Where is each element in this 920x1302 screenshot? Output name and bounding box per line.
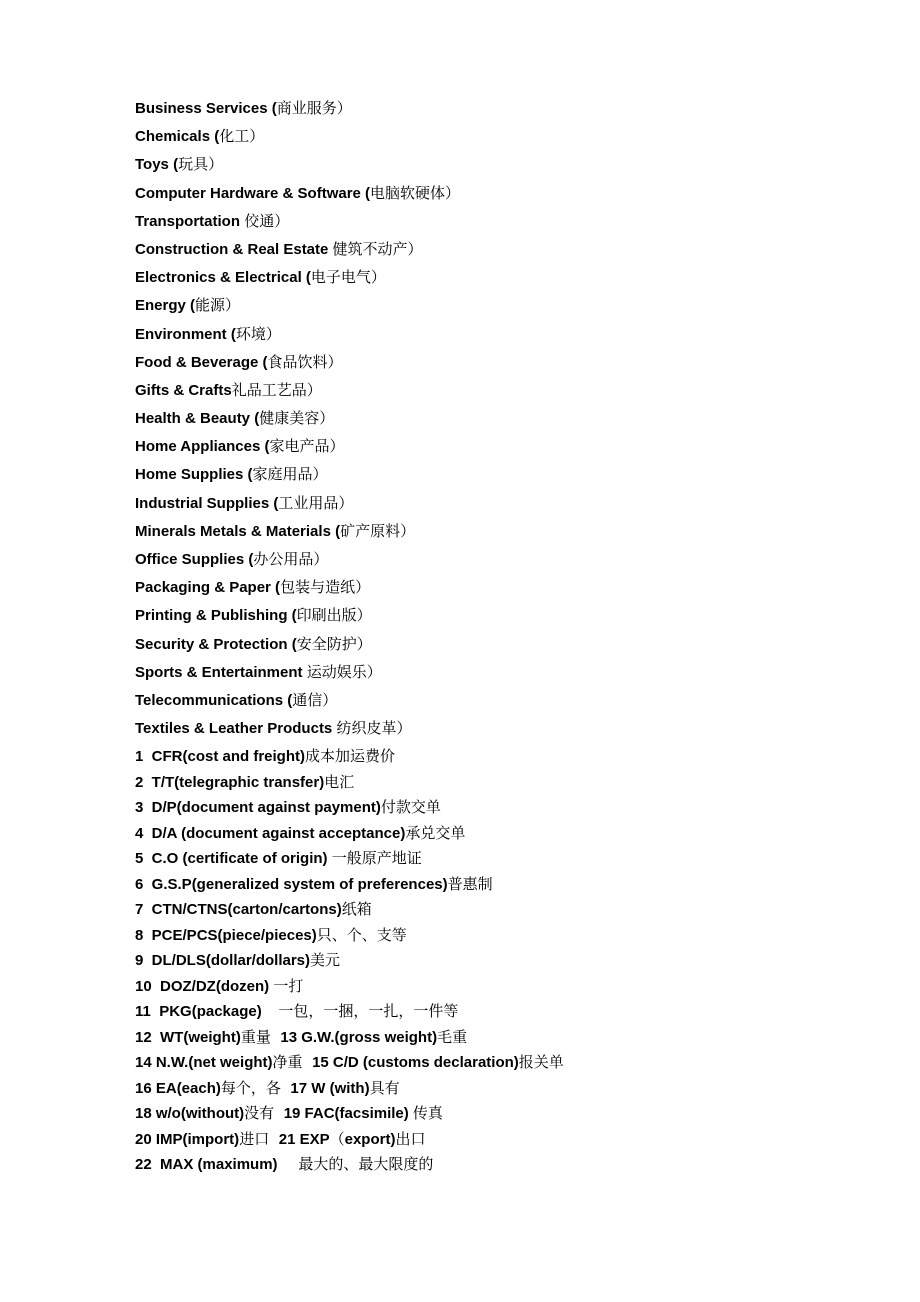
industry-chinese-label: 健康美容） <box>259 409 335 428</box>
abbreviation-term: 18 w/o(without) <box>135 1105 245 1123</box>
abbreviation-term: 12 WT(weight) <box>135 1028 241 1046</box>
abbreviation-term: export) <box>344 1130 396 1148</box>
abbreviation-meaning: 重量 <box>240 1027 281 1046</box>
abbreviation-row <box>135 1102 855 1128</box>
industry-english-label: Home Supplies ( <box>135 466 253 484</box>
abbreviation-row <box>135 1153 855 1179</box>
abbreviation-row <box>135 745 855 771</box>
abbreviation-term: 14 N.W.(net weight) <box>135 1054 273 1072</box>
abbreviation-meaning: 每个，各 <box>220 1078 291 1097</box>
abbreviation-term: 2 T/T(telegraphic transfer) <box>135 773 325 791</box>
abbreviation-term: 17 W (with) <box>290 1079 370 1097</box>
industry-item <box>135 97 855 125</box>
industry-chinese-label: 矿产原料） <box>340 521 416 540</box>
abbreviation-meaning: 付款交单 <box>380 798 441 817</box>
abbreviation-term: 6 G.S.P(generalized system of preferences) <box>135 875 448 893</box>
industry-chinese-label: 包装与造纸） <box>280 578 371 597</box>
industry-english-label: Industrial Supplies ( <box>135 494 279 512</box>
industry-english-label: Business Services ( <box>135 100 277 117</box>
abbreviation-meaning: （ <box>329 1129 345 1148</box>
abbreviation-row <box>135 924 855 950</box>
industry-english-label: Health & Beauty ( <box>135 410 260 428</box>
industry-english-label: Gifts & Crafts <box>135 381 232 399</box>
industry-english-label: Toys ( <box>135 156 179 174</box>
industry-item <box>135 548 855 576</box>
abbreviation-term: 20 IMP(import) <box>135 1130 240 1148</box>
abbreviation-row <box>135 822 855 848</box>
abbreviation-meaning: 一包，一捆，一扎，一件等 <box>278 1002 459 1021</box>
abbreviation-term: 19 FAC(facsimile) <box>283 1105 413 1123</box>
abbreviation-row <box>135 1077 855 1103</box>
industry-item <box>135 294 855 322</box>
industry-item <box>135 689 855 717</box>
abbreviation-meaning: 报关单 <box>518 1053 564 1072</box>
abbreviation-meaning: 最大的、最大限度的 <box>298 1155 434 1174</box>
abbreviation-term: 22 MAX (maximum) <box>135 1156 299 1174</box>
industry-chinese-label: 纺织皮革） <box>336 719 412 738</box>
abbreviation-term: 7 CTN/CTNS(carton/cartons) <box>135 901 342 919</box>
industry-english-label: Textiles & Leather Products <box>135 720 337 738</box>
industry-chinese-label: 电子电气） <box>310 268 386 287</box>
industry-item <box>135 323 855 351</box>
abbreviation-meaning: 毛重 <box>437 1027 468 1046</box>
abbreviation-meaning: 纸箱 <box>341 900 372 919</box>
abbreviation-meaning: 成本加运费价 <box>305 747 396 766</box>
abbreviation-meaning: 没有 <box>244 1104 284 1123</box>
industry-chinese-label: 印刷出版） <box>296 606 372 625</box>
industry-item <box>135 435 855 463</box>
industry-english-label: Electronics & Electrical ( <box>135 269 311 287</box>
industry-chinese-label: 佼通） <box>244 211 290 230</box>
industry-item <box>135 182 855 210</box>
abbreviation-row <box>135 975 855 1001</box>
abbreviation-meaning: 电汇 <box>324 772 355 791</box>
industry-english-label: Printing & Publishing ( <box>135 607 297 625</box>
abbreviation-term: 3 D/P(document against payment) <box>135 799 381 817</box>
industry-item <box>135 520 855 548</box>
abbreviation-row <box>135 949 855 975</box>
industry-english-label: Office Supplies ( <box>135 551 254 568</box>
abbreviation-meaning: 一打 <box>273 976 304 995</box>
abbreviation-term: 11 PKG(package) <box>135 1003 279 1021</box>
industry-item <box>135 125 855 153</box>
abbreviation-term: 13 G.W.(gross weight) <box>280 1028 438 1046</box>
abbreviation-term: 21 EXP <box>278 1130 330 1148</box>
abbreviation-term: 5 C.O (certificate of origin) <box>135 850 332 868</box>
industry-item <box>135 238 855 266</box>
industry-chinese-label: 商业服务） <box>276 99 352 117</box>
abbreviation-term: 9 DL/DLS(dollar/dollars) <box>135 952 311 970</box>
industry-chinese-label: 能源） <box>195 296 241 315</box>
industry-english-label: Packaging & Paper ( <box>135 579 281 597</box>
industry-chinese-label: 电脑软硬体） <box>370 183 461 202</box>
industry-english-label: Home Appliances ( <box>135 438 270 456</box>
industry-english-label: Security & Protection ( <box>135 635 297 653</box>
industry-list <box>135 97 855 745</box>
industry-item <box>135 153 855 181</box>
industry-english-label: Transportation <box>135 212 245 230</box>
industry-english-label: Food & Beverage ( <box>135 353 268 371</box>
industry-english-label: Construction & Real Estate <box>135 240 333 258</box>
industry-english-label: Minerals Metals & Materials ( <box>135 522 341 540</box>
industry-item <box>135 633 855 661</box>
industry-chinese-label: 安全防护） <box>296 634 372 653</box>
abbreviation-term: 16 EA(each) <box>135 1079 221 1097</box>
industry-chinese-label: 食品饮料） <box>267 352 343 371</box>
abbreviation-term: 15 C/D (customs declaration) <box>312 1054 519 1072</box>
abbreviation-row <box>135 1128 855 1154</box>
abbreviation-row <box>135 796 855 822</box>
industry-item <box>135 492 855 520</box>
abbreviation-row <box>135 898 855 924</box>
industry-english-label: Computer Hardware & Software ( <box>135 184 371 202</box>
industry-english-label: Chemicals ( <box>135 128 220 146</box>
industry-item <box>135 210 855 238</box>
abbreviation-meaning: 传真 <box>412 1104 443 1123</box>
industry-english-label: Energy ( <box>135 297 196 315</box>
abbreviation-meaning: 美元 <box>310 951 341 970</box>
industry-chinese-label: 运动娱乐） <box>306 662 382 681</box>
abbreviation-row <box>135 1051 855 1077</box>
abbreviation-row <box>135 1026 855 1052</box>
abbreviation-meaning: 一般原产地证 <box>331 849 422 868</box>
abbreviation-meaning: 普惠制 <box>447 874 493 893</box>
industry-chinese-label: 化工） <box>219 127 265 146</box>
abbreviation-row <box>135 1000 855 1026</box>
document-page <box>135 97 855 1179</box>
industry-chinese-label: 玩具） <box>178 155 224 174</box>
industry-item <box>135 717 855 745</box>
abbreviation-term: 10 DOZ/DZ(dozen) <box>135 977 274 995</box>
trade-abbreviation-list <box>135 745 855 1179</box>
industry-item <box>135 661 855 689</box>
industry-chinese-label: 家庭用品） <box>252 465 328 484</box>
industry-item <box>135 351 855 379</box>
industry-item <box>135 407 855 435</box>
industry-chinese-label: 环境） <box>235 324 281 343</box>
abbreviation-meaning: 进口 <box>239 1129 279 1148</box>
abbreviation-term: 4 D/A (document against acceptance) <box>135 824 406 842</box>
abbreviation-meaning: 只、个、支等 <box>316 925 407 944</box>
abbreviation-term: 1 CFR(cost and freight) <box>135 748 306 766</box>
industry-chinese-label: 礼品工艺品） <box>231 380 322 399</box>
industry-english-label: Environment ( <box>135 325 236 343</box>
industry-chinese-label: 家电产品） <box>269 437 345 456</box>
industry-item <box>135 604 855 632</box>
abbreviation-meaning: 出口 <box>395 1129 426 1148</box>
industry-item <box>135 463 855 491</box>
industry-chinese-label: 工业用品） <box>278 493 354 512</box>
industry-english-label: Sports & Entertainment <box>135 663 307 681</box>
industry-item <box>135 266 855 294</box>
abbreviation-row <box>135 847 855 873</box>
industry-item <box>135 379 855 407</box>
abbreviation-meaning: 净重 <box>272 1053 313 1072</box>
industry-chinese-label: 健筑不动产） <box>332 239 423 258</box>
industry-english-label: Telecommunications ( <box>135 691 293 709</box>
abbreviation-row <box>135 873 855 899</box>
abbreviation-row <box>135 771 855 797</box>
abbreviation-meaning: 承兑交单 <box>405 823 466 842</box>
industry-chinese-label: 办公用品） <box>253 550 329 568</box>
industry-chinese-label: 通信） <box>292 690 338 709</box>
abbreviation-term: 8 PCE/PCS(piece/pieces) <box>135 926 317 944</box>
abbreviation-meaning: 具有 <box>369 1078 400 1097</box>
industry-item <box>135 576 855 604</box>
